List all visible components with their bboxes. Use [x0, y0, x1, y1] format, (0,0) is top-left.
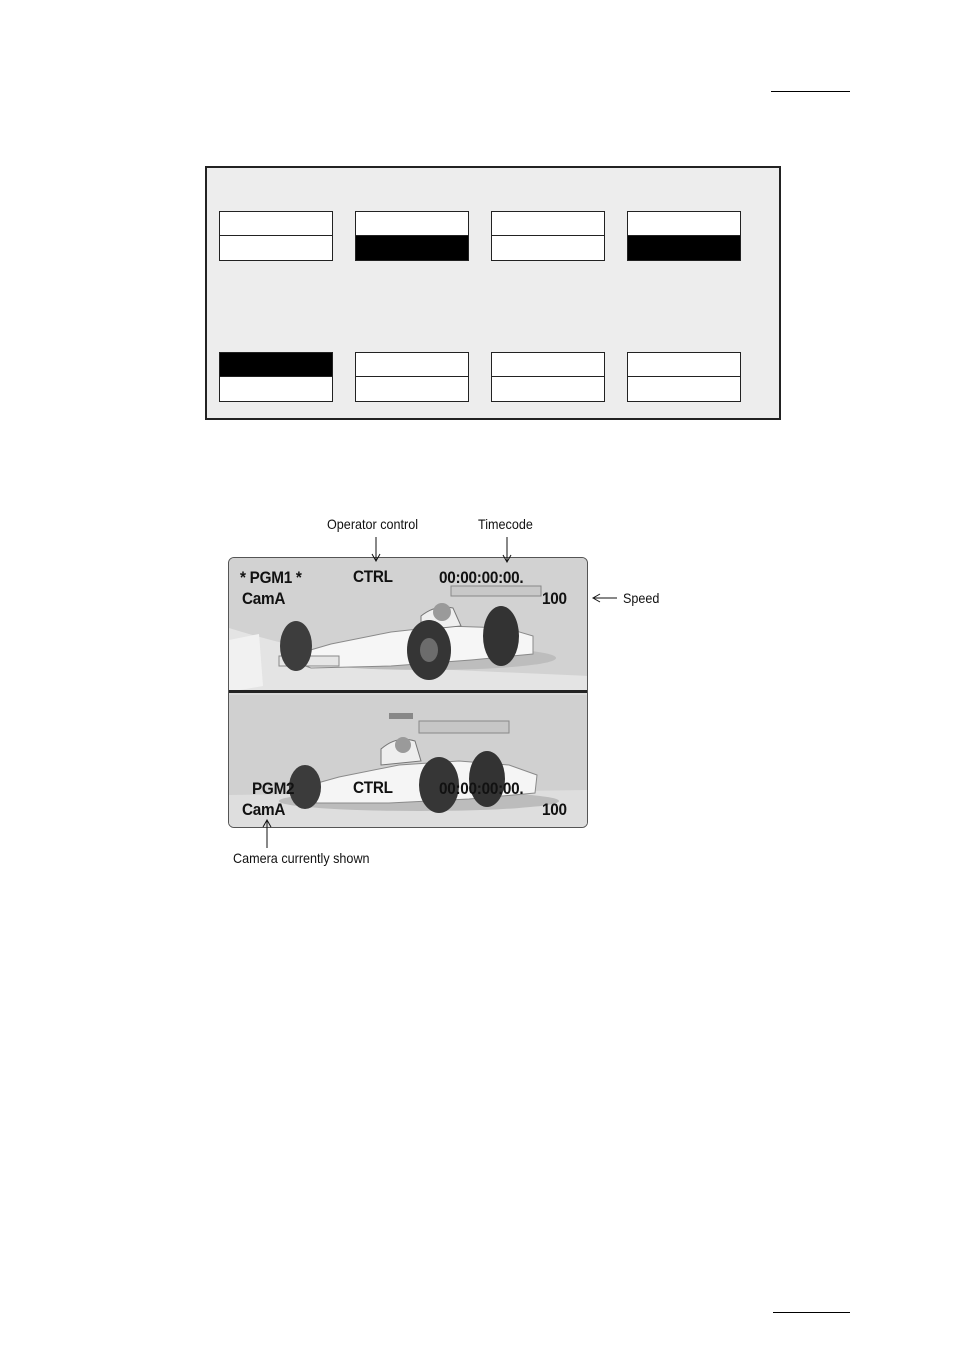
panel-button[interactable] — [355, 352, 469, 402]
button-bottom-half — [356, 377, 468, 401]
control-label-top: CTRL — [353, 567, 393, 586]
screen-divider — [229, 690, 587, 693]
monitor-screen — [228, 557, 588, 828]
program-label-top: * PGM1 * — [240, 568, 302, 587]
panel-button[interactable] — [491, 211, 605, 261]
button-bottom-half — [220, 236, 332, 260]
camera-label-top: CamA — [242, 589, 286, 608]
button-bottom-half — [628, 236, 740, 260]
panel-button[interactable] — [219, 352, 333, 402]
button-bottom-half — [492, 377, 604, 401]
control-label-bottom: CTRL — [353, 778, 393, 797]
callout-speed: Speed — [623, 590, 660, 606]
panel-button[interactable] — [491, 352, 605, 402]
callout-timecode: Timecode — [478, 516, 533, 532]
header-rule — [771, 91, 850, 92]
program-label-bottom: PGM2 — [252, 779, 295, 798]
button-bottom-half — [628, 377, 740, 401]
button-top-half — [628, 353, 740, 377]
button-top-half — [220, 353, 332, 377]
timecode-top: 00:00:00:00. — [439, 568, 524, 587]
button-bottom-half — [356, 236, 468, 260]
button-top-half — [220, 212, 332, 236]
camera-label-bottom: CamA — [242, 800, 286, 819]
button-panel — [205, 166, 781, 420]
button-top-half — [628, 212, 740, 236]
button-bottom-half — [492, 236, 604, 260]
panel-button[interactable] — [627, 211, 741, 261]
footer-rule — [773, 1312, 850, 1313]
button-bottom-half — [220, 377, 332, 401]
button-top-half — [492, 353, 604, 377]
callout-camera-shown: Camera currently shown — [233, 850, 370, 866]
speed-bottom: 100 — [542, 800, 567, 819]
panel-button[interactable] — [219, 211, 333, 261]
speed-top: 100 — [542, 589, 567, 608]
button-top-half — [356, 212, 468, 236]
button-top-half — [492, 212, 604, 236]
timecode-bottom: 00:00:00:00. — [439, 779, 524, 798]
callout-operator-control: Operator control — [327, 516, 419, 532]
panel-button[interactable] — [355, 211, 469, 261]
button-top-half — [356, 353, 468, 377]
panel-button[interactable] — [627, 352, 741, 402]
